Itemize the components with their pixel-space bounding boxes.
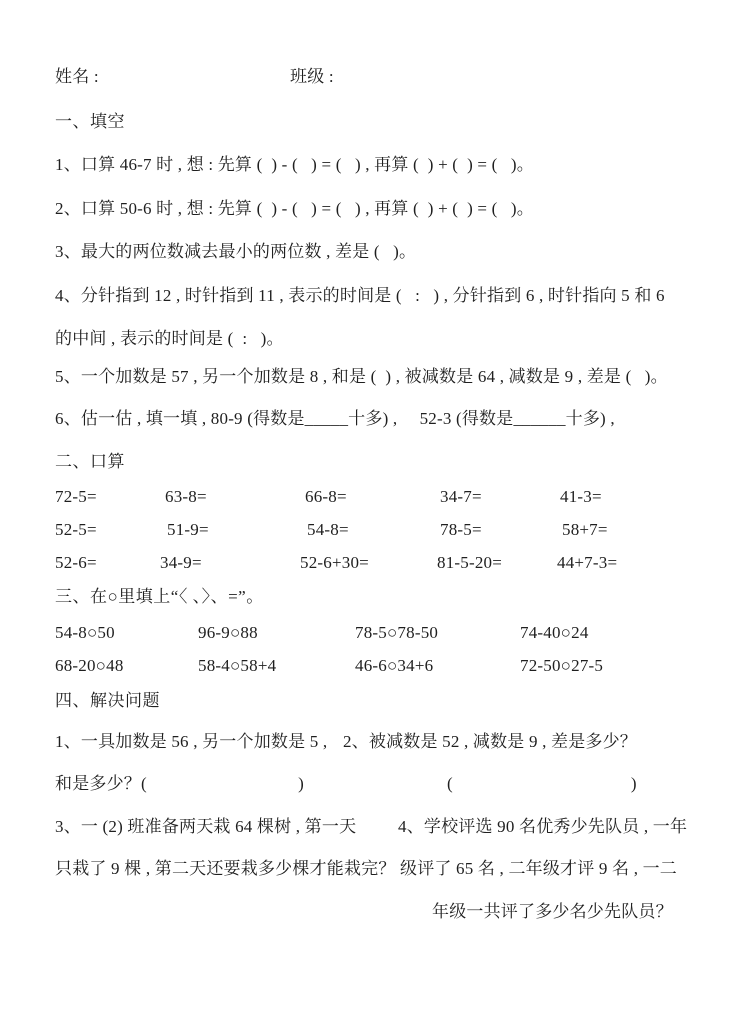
compare-problem-2-4: 72-50○27-5	[520, 656, 604, 675]
oral-problem-1-5: 41-3=	[560, 487, 602, 506]
oral-problem-2-5: 58+7=	[562, 520, 608, 539]
solve-answer-blank-right: ( )	[447, 774, 637, 793]
fill-item-4: 4、分针指到 12 , 时针指到 11 , 表示的时间是 ( : ) , 分针指到 6 , 时针指向 5 和 6	[55, 286, 665, 305]
oral-problem-2-1: 52-5=	[55, 520, 97, 539]
compare-problem-2-2: 58-4○58+4	[198, 656, 277, 675]
solve-problem-3-line-2: 只栽了 9 棵 , 第二天还要栽多少棵才能栽完？	[55, 859, 396, 878]
solve-problem-3-line-1: 3、一 (2) 班准备两天栽 64 棵树 , 第一天	[55, 817, 357, 836]
compare-problem-1-3: 78-5○78-50	[355, 623, 439, 642]
name-label: 姓名 :	[55, 67, 99, 86]
oral-problem-3-3: 52-6+30=	[300, 553, 369, 572]
solve-problem-4-line-2: 级评了 65 名 , 二年级才评 9 名 , 一二	[400, 859, 677, 878]
solve-problem-1-line-1: 1、一具加数是 56 , 另一个加数是 5 ,	[55, 732, 328, 751]
oral-problem-1-2: 63-8=	[165, 487, 207, 506]
solve-problem-4-line-3: 年级一共评了多少名少先队员？	[432, 902, 673, 921]
fill-item-4-cont: 的中间 , 表示的时间是 ( : )。	[55, 329, 284, 348]
oral-problem-3-5: 44+7-3=	[557, 553, 618, 572]
fill-item-3: 3、最大的两位数减去最小的两位数 , 差是 ( )。	[55, 242, 417, 261]
oral-problem-3-4: 81-5-20=	[437, 553, 503, 572]
solve-problem-4-line-1: 4、学校评选 90 名优秀少先队员 , 一年	[398, 817, 688, 836]
section-solve-title: 四、解决问题	[55, 691, 160, 710]
oral-problem-3-2: 34-9=	[160, 553, 202, 572]
oral-problem-1-3: 66-8=	[305, 487, 347, 506]
compare-problem-2-3: 46-6○34+6	[355, 656, 434, 675]
fill-item-1: 1、口算 46-7 时 , 想 : 先算 ( ) - ( ) = ( ) , 再算 ( ) + ( ) = ( )。	[55, 155, 534, 174]
fill-item-5: 5、一个加数是 57 , 另一个加数是 8 , 和是 ( ) , 被减数是 64 , 减数是 9 , 差是 ( )。	[55, 367, 668, 386]
section-fill-title: 一、填空	[55, 112, 125, 131]
fill-item-6: 6、估一估 , 填一填 , 80-9 (得数是_____十多) , 52-3 (得数是______十多) ,	[55, 409, 615, 428]
oral-problem-2-4: 78-5=	[440, 520, 482, 539]
compare-problem-1-2: 96-9○88	[198, 623, 258, 642]
fill-item-2: 2、口算 50-6 时 , 想 : 先算 ( ) - ( ) = ( ) , 再算 ( ) + ( ) = ( )。	[55, 199, 534, 218]
oral-problem-1-4: 34-7=	[440, 487, 482, 506]
section-compare-title: 三、在○里填上“〈 、〉、=”。	[55, 587, 264, 606]
solve-problem-2-line-1: 2、被减数是 52 , 减数是 9 , 差是多少？	[343, 732, 637, 751]
oral-problem-1-1: 72-5=	[55, 487, 97, 506]
solve-answer-blank-left: 和是多少？( )	[55, 774, 305, 793]
compare-problem-1-4: 74-40○24	[520, 623, 589, 642]
oral-problem-2-2: 51-9=	[167, 520, 209, 539]
oral-problem-3-1: 52-6=	[55, 553, 97, 572]
compare-problem-2-1: 68-20○48	[55, 656, 124, 675]
oral-problem-2-3: 54-8=	[307, 520, 349, 539]
class-label: 班级 :	[290, 67, 334, 86]
section-oral-title: 二、口算	[55, 452, 125, 471]
compare-problem-1-1: 54-8○50	[55, 623, 115, 642]
